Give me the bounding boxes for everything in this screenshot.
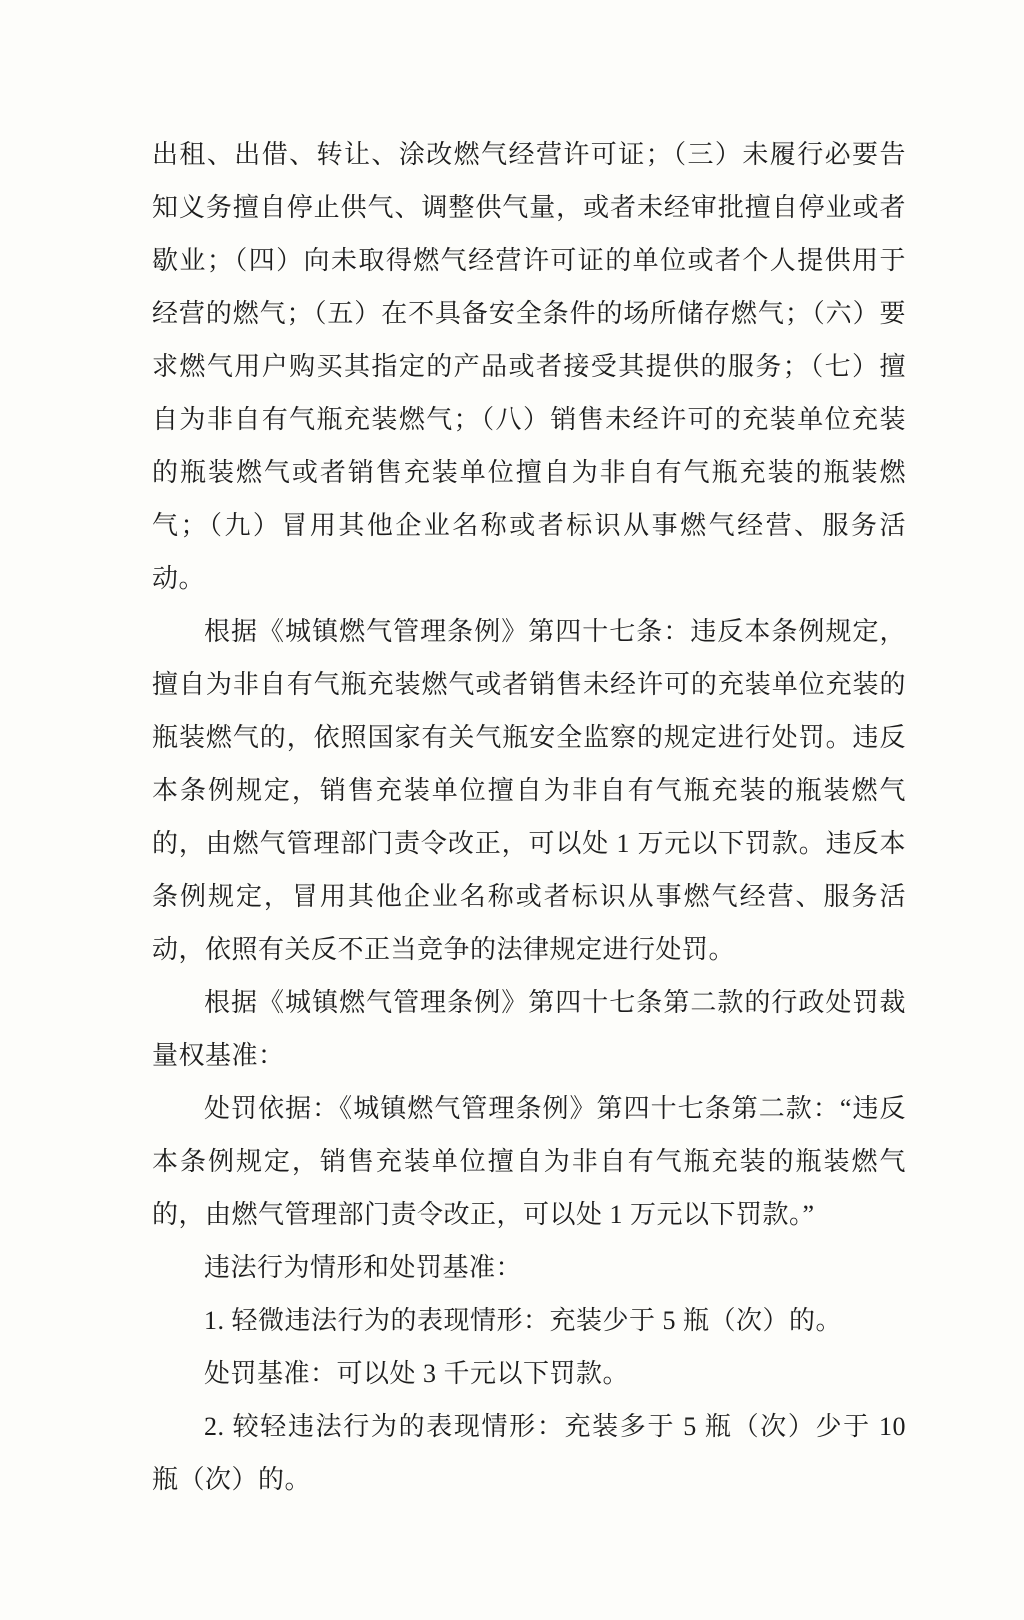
paragraph-penalty-basis: 处罚依据：《城镇燃气管理条例》第四十七条第二款：“违反本条例规定，销售充装单位擅自为非自有气瓶充装的瓶装燃气的，由燃气管理部门责令改正，可以处 1 万元以下罚款。”	[152, 1094, 906, 1229]
paragraph-situations-heading: 违法行为情形和处罚基准：	[204, 1253, 523, 1282]
paragraph-discretion-benchmark-intro: 根据《城镇燃气管理条例》第四十七条第二款的行政处罚裁量权基准：	[152, 988, 906, 1070]
paragraph-violations-list: 出租、出借、转让、涂改燃气经营许可证；（三）未履行必要告知义务擅自停止供气、调整供气量，或者未经审批擅自停业或者歇业；（四）向未取得燃气经营许可证的单位或者个人提供用于经营的燃气；（五）在不具备安全条件的场所储存燃气；（六）要求燃气用户购买其指定的产品或者接受其提供的服务；（七）擅自为非自有气瓶充装燃气；（八）销售未经许可的充装单位充装的瓶装燃气或者销售充装单位擅自为非自有气瓶充装的瓶装燃气；（九）冒用其他企业名称或者标识从事燃气经营、服务活动。	[152, 140, 906, 593]
document-text-block	[152, 128, 906, 1506]
paragraph-item-2-lighter-violation: 2. 较轻违法行为的表现情形：充装多于 5 瓶（次）少于 10 瓶（次）的。	[152, 1412, 906, 1494]
paragraph-item-1-minor-violation: 1. 轻微违法行为的表现情形：充装少于 5 瓶（次）的。	[204, 1306, 843, 1335]
paragraph-article-47-penalty: 根据《城镇燃气管理条例》第四十七条：违反本条例规定，擅自为非自有气瓶充装燃气或者销售未经许可的充装单位充装的瓶装燃气的，依照国家有关气瓶安全监察的规定进行处罚。违反本条例规定，销售充装单位擅自为非自有气瓶充装的瓶装燃气的，由燃气管理部门责令改正，可以处 1 万元以下罚款。违反本条例规定，冒用其他企业名称或者标识从事燃气经营、服务活动，依照有关反不正当竞争的法律规定进行处罚。	[152, 617, 906, 964]
paragraph-item-1-penalty: 处罚基准：可以处 3 千元以下罚款。	[204, 1359, 630, 1388]
